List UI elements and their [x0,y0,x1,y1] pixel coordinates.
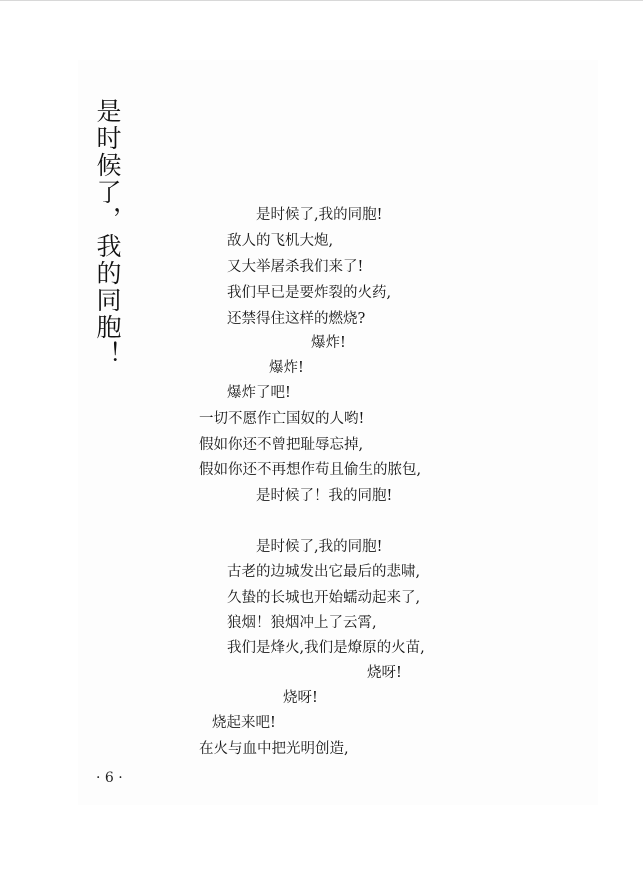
poem-line: 是时候了！我的同胞! [256,488,393,504]
poem-line: 我们是烽火,我们是燎原的火苗, [227,640,425,656]
poem-line: 我们早已是要炸裂的火药, [227,285,392,301]
top-rule [0,0,643,1]
poem-line: 烧起来吧! [212,715,276,731]
poem-line: 是时候了,我的同胞! [256,207,383,223]
poem-line: 爆炸! [311,335,346,351]
poem-line: 还禁得住这样的燃烧? [227,311,366,327]
poem-title: 是时候了，我的同胞！ [93,98,122,368]
poem-line: 狼烟！狼烟冲上了云霄, [227,615,377,631]
poem-line: 又大举屠杀我们来了! [227,259,364,275]
poem-line: 假如你还不再想作苟且偷生的脓包, [199,462,422,478]
poem-line: 在火与血中把光明创造, [199,741,349,757]
poem-line: 爆炸了吧! [227,385,291,401]
page-sheet [78,60,598,805]
poem-line: 是时候了,我的同胞! [256,539,383,555]
poem-line: 久蛰的长城也开始蠕动起来了, [227,590,421,606]
poem-line: 烧呀! [283,690,318,706]
page-number: · 6 · [96,770,123,786]
poem-line: 烧呀! [367,665,402,681]
poem-line: 一切不愿作亡国奴的人哟! [199,411,365,427]
poem-line: 敌人的飞机大炮, [227,233,334,249]
poem-line: 假如你还不曾把耻辱忘掉, [199,437,364,453]
poem-line: 爆炸! [269,360,304,376]
poem-line: 古老的边城发出它最后的悲啸, [227,564,421,580]
